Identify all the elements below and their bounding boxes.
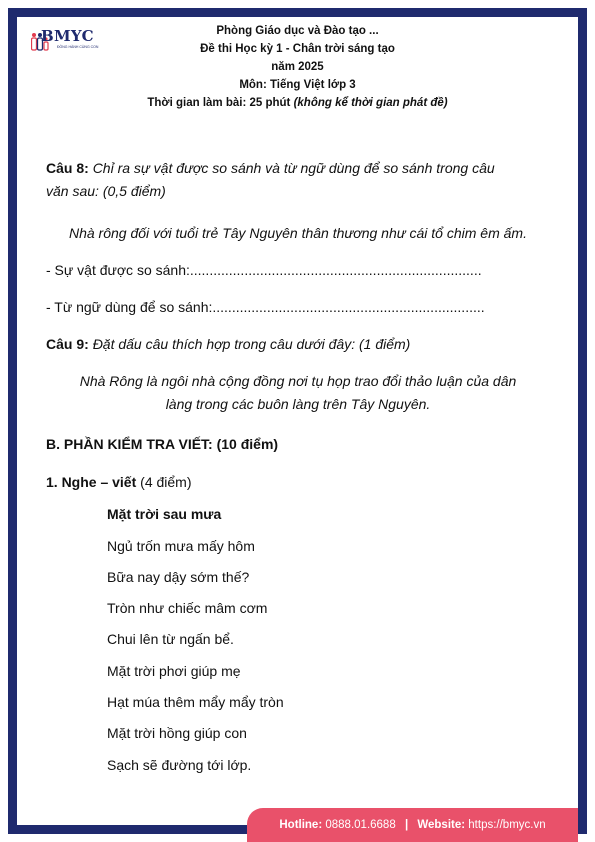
question-9-label: Câu 9: bbox=[46, 336, 89, 352]
dictation-points: (4 điểm) bbox=[140, 474, 192, 490]
dictation-label: 1. Nghe – viết bbox=[46, 474, 137, 490]
question-9-sentence-line2: làng trong các buôn làng trên Tây Nguyên. bbox=[165, 396, 431, 412]
logo-tagline: ĐỒNG HÀNH CÙNG CON bbox=[57, 45, 99, 49]
footer-separator: | bbox=[404, 819, 409, 831]
header-duration bbox=[0, 94, 595, 112]
footer-website-link[interactable]: https://bmyc.vn bbox=[468, 819, 546, 831]
poem-title: Mặt trời sau mưa bbox=[107, 506, 222, 522]
question-9-prompt-text: Đặt dấu câu thích hợp trong câu dưới đây: (1 điểm) bbox=[92, 336, 411, 352]
header-duration-note: (không kể thời gian phát đề) bbox=[293, 97, 448, 109]
poem-line: Hạt múa thêm mẩy mẩy tròn bbox=[107, 694, 284, 710]
poem-line: Tròn như chiếc mâm cơm bbox=[107, 600, 268, 616]
poem-line: Mặt trời phơi giúp mẹ bbox=[107, 663, 241, 679]
poem-line: Sạch sẽ đường tới lớp. bbox=[107, 757, 252, 773]
question-8-answer-comparison-word: - Từ ngữ dùng để so sánh:...................................................................... bbox=[46, 299, 485, 315]
question-9-sentence-line1: Nhà Rông là ngôi nhà cộng đồng nơi tụ họp trao đổi thảo luận của dân bbox=[79, 373, 517, 389]
question-8-answer-compared: - Sự vật được so sánh:........................................................................... bbox=[46, 262, 482, 278]
footer-website-label: Website: bbox=[417, 819, 466, 831]
question-8-prompt-line2: văn sau: (0,5 điểm) bbox=[46, 183, 166, 199]
footer-hotline[interactable]: 0888.01.6688 bbox=[325, 819, 396, 831]
exam-header bbox=[0, 22, 595, 112]
footer-hotline-label: Hotline: bbox=[279, 819, 323, 831]
logo-text: BMYC bbox=[41, 27, 94, 45]
question-8-sentence: Nhà rông đối với tuổi trẻ Tây Nguyên thân thương như cái tổ chim êm ấm. bbox=[68, 225, 527, 241]
question-9-sentence bbox=[46, 370, 550, 416]
poem-line: Bữa nay dậy sớm thế? bbox=[107, 569, 250, 585]
page-area bbox=[17, 17, 578, 825]
poem-line: Ngủ trốn mưa mấy hôm bbox=[107, 538, 255, 554]
question-8-label: Câu 8: bbox=[46, 160, 89, 176]
question-8-prompt bbox=[46, 157, 550, 203]
header-department: Phòng Giáo dục và Đào tạo ... bbox=[216, 25, 379, 37]
dictation-heading bbox=[46, 471, 550, 494]
footer-contact-bar bbox=[247, 808, 578, 842]
header-subject: Môn: Tiếng Việt lớp 3 bbox=[239, 79, 356, 91]
header-exam-title: Đề thi Học kỳ 1 - Chân trời sáng tạo bbox=[200, 43, 395, 55]
question-9-prompt bbox=[46, 333, 550, 356]
section-b-heading: B. PHẦN KIỂM TRA VIẾT: (10 điểm) bbox=[46, 436, 279, 452]
header-duration-main: Thời gian làm bài: 25 phút bbox=[147, 97, 291, 109]
question-8-prompt-line1: Chỉ ra sự vật được so sánh và từ ngữ dùng để so sánh trong câu bbox=[92, 160, 495, 176]
header-year: năm 2025 bbox=[271, 61, 324, 73]
poem-line: Chui lên từ ngấn bể. bbox=[107, 631, 234, 647]
poem-line: Mặt trời hồng giúp con bbox=[107, 725, 247, 741]
